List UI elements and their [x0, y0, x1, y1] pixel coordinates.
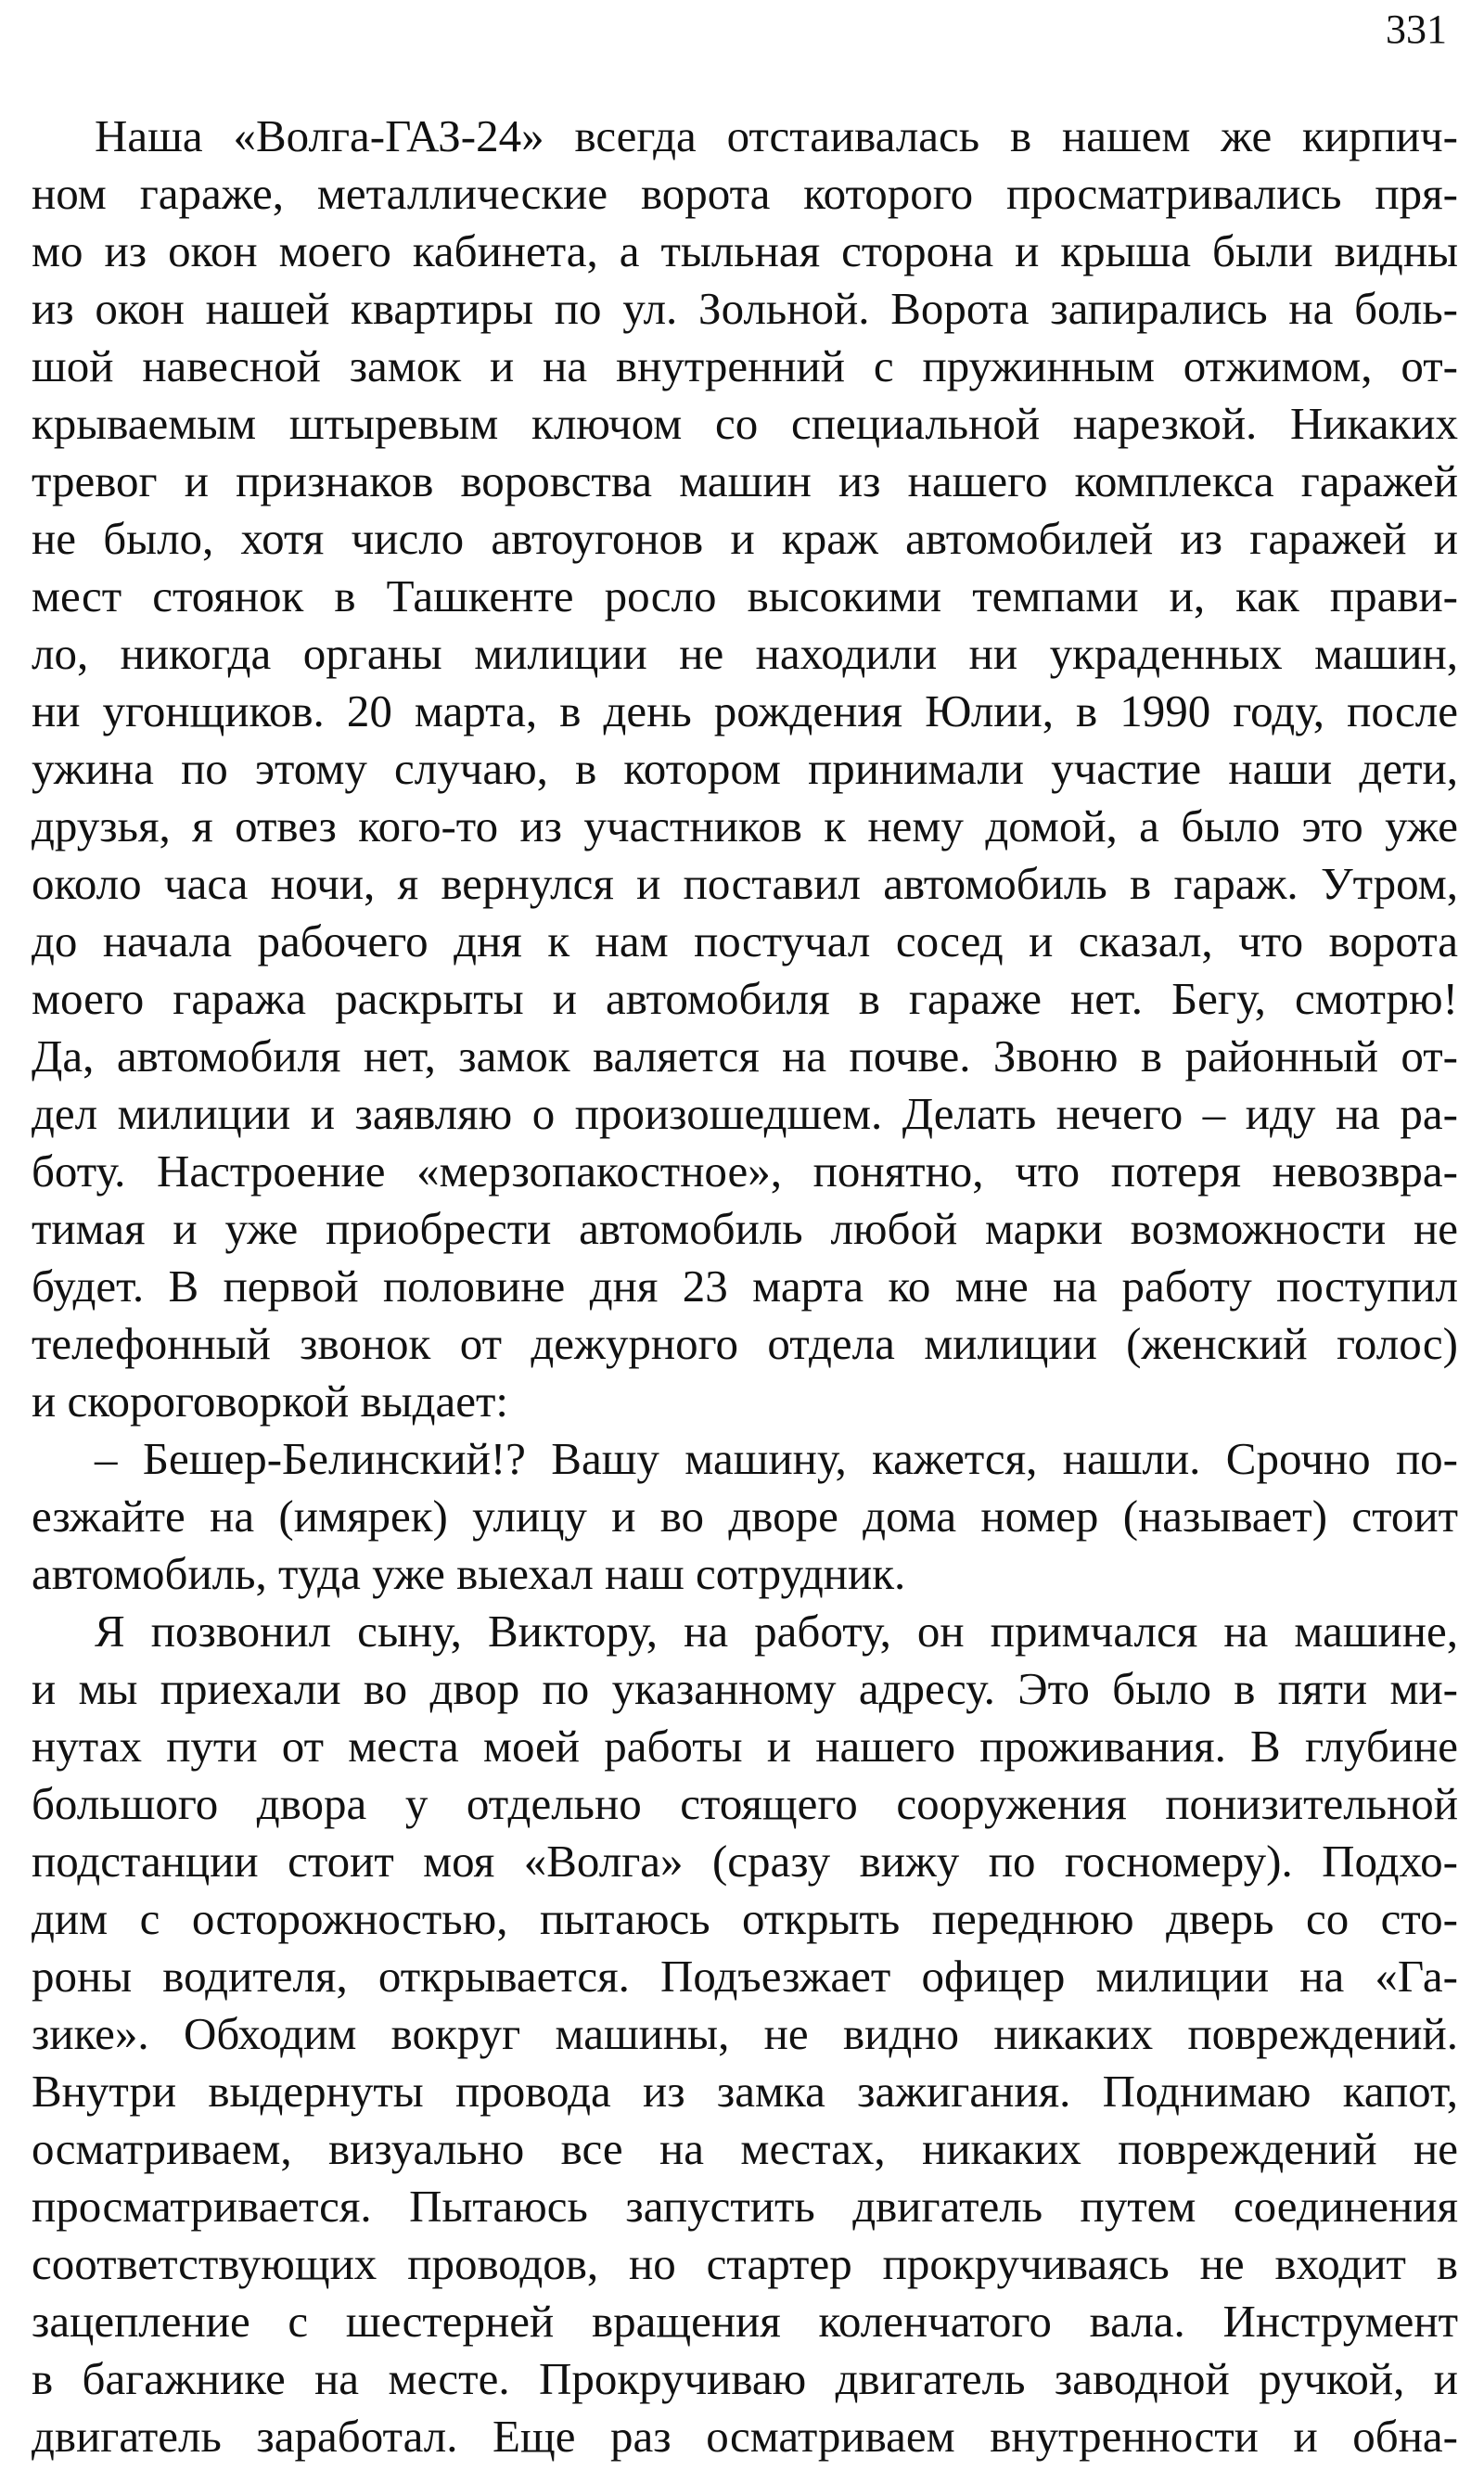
- text-line: тревог и признаков воровства машин из нашего комплекса гаражей: [32, 455, 1458, 506]
- text-line: осматриваем, визуально все на местах, никаких повреждений не: [32, 2123, 1458, 2174]
- body-text: [32, 108, 1458, 2465]
- text-line: из окон нашей квартиры по ул. Зольной. Ворота запирались на боль-: [32, 283, 1458, 334]
- text-line: ло, никогда органы милиции не находили ни украденных машин,: [32, 628, 1458, 679]
- text-line: будет. В первой половине дня 23 марта ко мне на работу поступил: [32, 1261, 1458, 1312]
- text-line: подстанции стоит моя «Волга» (сразу вижу по госномеру). Подхо-: [32, 1836, 1458, 1887]
- text-line: Наша «Волга-ГАЗ-24» всегда отстаивалась в нашем же кирпич-: [95, 110, 1458, 161]
- text-line: Я позвонил сыну, Виктору, на работу, он примчался на машине,: [95, 1606, 1458, 1657]
- text-line: ни угонщиков. 20 марта, в день рождения Юлии, в 1990 году, после: [32, 685, 1458, 736]
- text-line: крываемым штыревым ключом со специальной нарезкой. Никаких: [32, 398, 1458, 449]
- text-line: автомобиль, туда уже выехал наш сотрудник.: [32, 1548, 906, 1599]
- text-line: в багажнике на месте. Прокручиваю двигатель заводной ручкой, и: [32, 2353, 1458, 2404]
- text-line: мест стоянок в Ташкенте росло высокими темпами и, как прави-: [32, 570, 1458, 621]
- text-line: роны водителя, открывается. Подъезжает офицер милиции на «Га-: [32, 1951, 1458, 2002]
- text-line: друзья, я отвез кого-то из участников к нему домой, а было это уже: [32, 800, 1458, 851]
- text-line: Внутри выдернуты провода из замка зажигания. Поднимаю капот,: [32, 2066, 1458, 2117]
- text-line: боту. Настроение «мерзопакостное», понятно, что потеря невозвра-: [32, 1146, 1458, 1197]
- text-line: ном гараже, металлические ворота которого просматривались пря-: [32, 168, 1458, 219]
- text-line: и мы приехали во двор по указанному адресу. Это было в пяти ми-: [32, 1663, 1458, 1714]
- text-line: шой навесной замок и на внутренний с пружинным отжимом, от-: [32, 340, 1458, 391]
- text-line: и скороговоркой выдает:: [32, 1376, 509, 1427]
- paragraph: [32, 108, 1458, 1430]
- paragraph: [32, 1603, 1458, 2465]
- text-line: моего гаража раскрыты и автомобиля в гараже нет. Бегу, смотрю!: [32, 973, 1458, 1024]
- text-line: – Бешер-Белинский!? Вашу машину, кажется, нашли. Срочно по-: [95, 1433, 1458, 1484]
- text-line: соответствующих проводов, но стартер прокручиваясь не входит в: [32, 2238, 1458, 2289]
- text-line: двигатель заработал. Еще раз осматриваем внутренности и обна-: [32, 2411, 1458, 2462]
- text-line: около часа ночи, я вернулся и поставил автомобиль в гараж. Утром,: [32, 858, 1458, 909]
- text-line: зике». Обходим вокруг машины, не видно никаких повреждений.: [32, 2008, 1458, 2059]
- text-line: телефонный звонок от дежурного отдела милиции (женский голос): [32, 1318, 1458, 1369]
- text-line: езжайте на (имярек) улицу и во дворе дома номер (называет) стоит: [32, 1491, 1458, 1542]
- text-line: дел милиции и заявляю о произошедшем. Делать нечего – иду на ра-: [32, 1088, 1458, 1139]
- text-line: просматривается. Пытаюсь запустить двигатель путем соединения: [32, 2181, 1458, 2232]
- text-line: нутах пути от места моей работы и нашего проживания. В глубине: [32, 1721, 1458, 1772]
- text-line: до начала рабочего дня к нам постучал сосед и сказал, что ворота: [32, 915, 1458, 966]
- page-number: 331: [1386, 6, 1447, 52]
- text-line: зацепление с шестерней вращения коленчатого вала. Инструмент: [32, 2296, 1458, 2347]
- text-line: ужина по этому случаю, в котором принимали участие наши дети,: [32, 743, 1458, 794]
- text-line: мо из окон моего кабинета, а тыльная сторона и крыша были видны: [32, 225, 1458, 276]
- text-line: тимая и уже приобрести автомобиль любой марки возможности не: [32, 1203, 1458, 1254]
- text-line: дим с осторожностью, пытаюсь открыть переднюю дверь со сто-: [32, 1893, 1458, 1944]
- paragraph: [32, 1430, 1458, 1603]
- text-line: не было, хотя число автоугонов и краж автомобилей из гаражей и: [32, 513, 1458, 564]
- text-line: Да, автомобиля нет, замок валяется на почве. Звоню в районный от-: [32, 1030, 1458, 1082]
- text-line: большого двора у отдельно стоящего сооружения понизительной: [32, 1778, 1458, 1829]
